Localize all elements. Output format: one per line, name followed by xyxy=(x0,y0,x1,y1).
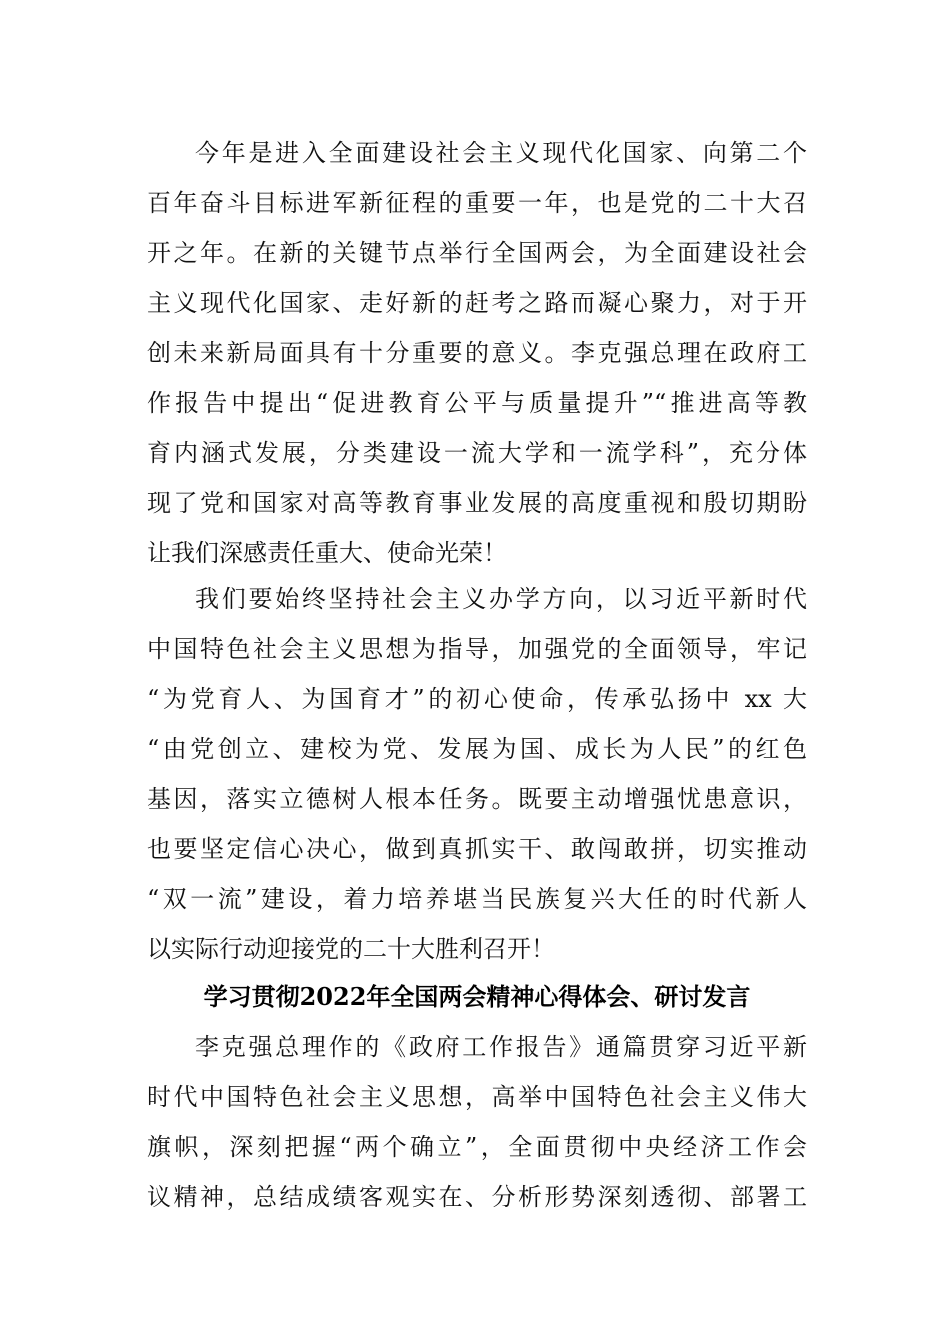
paragraph-line: 时代中国特色社会主义思想，高举中国特色社会主义伟大 xyxy=(147,1083,807,1111)
paragraph-line: “双一流”建设，着力培养堪当民族复兴大任的时代新人 xyxy=(147,885,807,913)
paragraph-line: 现了党和国家对高等教育事业发展的高度重视和殷切期盼 xyxy=(147,489,807,517)
paragraph-line: 百年奋斗目标进军新征程的重要一年，也是党的二十大召 xyxy=(147,189,807,217)
paragraph-line: 中国特色社会主义思想为指导，加强党的全面领导，牢记 xyxy=(147,635,807,663)
paragraph-line: 今年是进入全面建设社会主义现代化国家、向第二个 xyxy=(195,139,807,167)
paragraph-line: 我们要始终坚持社会主义办学方向，以习近平新时代 xyxy=(195,585,807,613)
paragraph-line: “为党育人、为国育才”的初心使命，传承弘扬中 xx 大 xyxy=(147,685,807,713)
paragraph-line: 创未来新局面具有十分重要的意义。李克强总理在政府工 xyxy=(147,339,807,367)
paragraph-line: 开之年。在新的关键节点举行全国两会，为全面建设社会 xyxy=(147,239,807,267)
paragraph-line: 主义现代化国家、走好新的赶考之路而凝心聚力，对于开 xyxy=(147,289,807,317)
paragraph-line: 作报告中提出“促进教育公平与质量提升”“推进高等教 xyxy=(147,389,807,417)
paragraph-line: 李克强总理作的《政府工作报告》通篇贯穿习近平新 xyxy=(195,1033,807,1061)
paragraph-line: 育内涵式发展，分类建设一流大学和一流学科”，充分体 xyxy=(147,439,807,467)
paragraph-line: 也要坚定信心决心，做到真抓实干、敢闯敢拼，切实推动 xyxy=(147,835,807,863)
paragraph-line: 以实际行动迎接党的二十大胜利召开！ xyxy=(147,935,555,963)
paragraph-line: 议精神，总结成绩客观实在、分析形势深刻透彻、部署工 xyxy=(147,1183,807,1211)
paragraph-line: 让我们深感责任重大、使命光荣！ xyxy=(147,539,507,567)
paragraph-line: 旗帜，深刻把握“两个确立”，全面贯彻中央经济工作会 xyxy=(147,1133,807,1161)
paragraph-line: 基因，落实立德树人根本任务。既要主动增强忧患意识， xyxy=(147,785,807,813)
paragraph-line: “由党创立、建校为党、发展为国、成长为人民”的红色 xyxy=(147,735,807,763)
section-heading: 学习贯彻2022年全国两会精神心得体会、研讨发言 xyxy=(203,982,751,1011)
